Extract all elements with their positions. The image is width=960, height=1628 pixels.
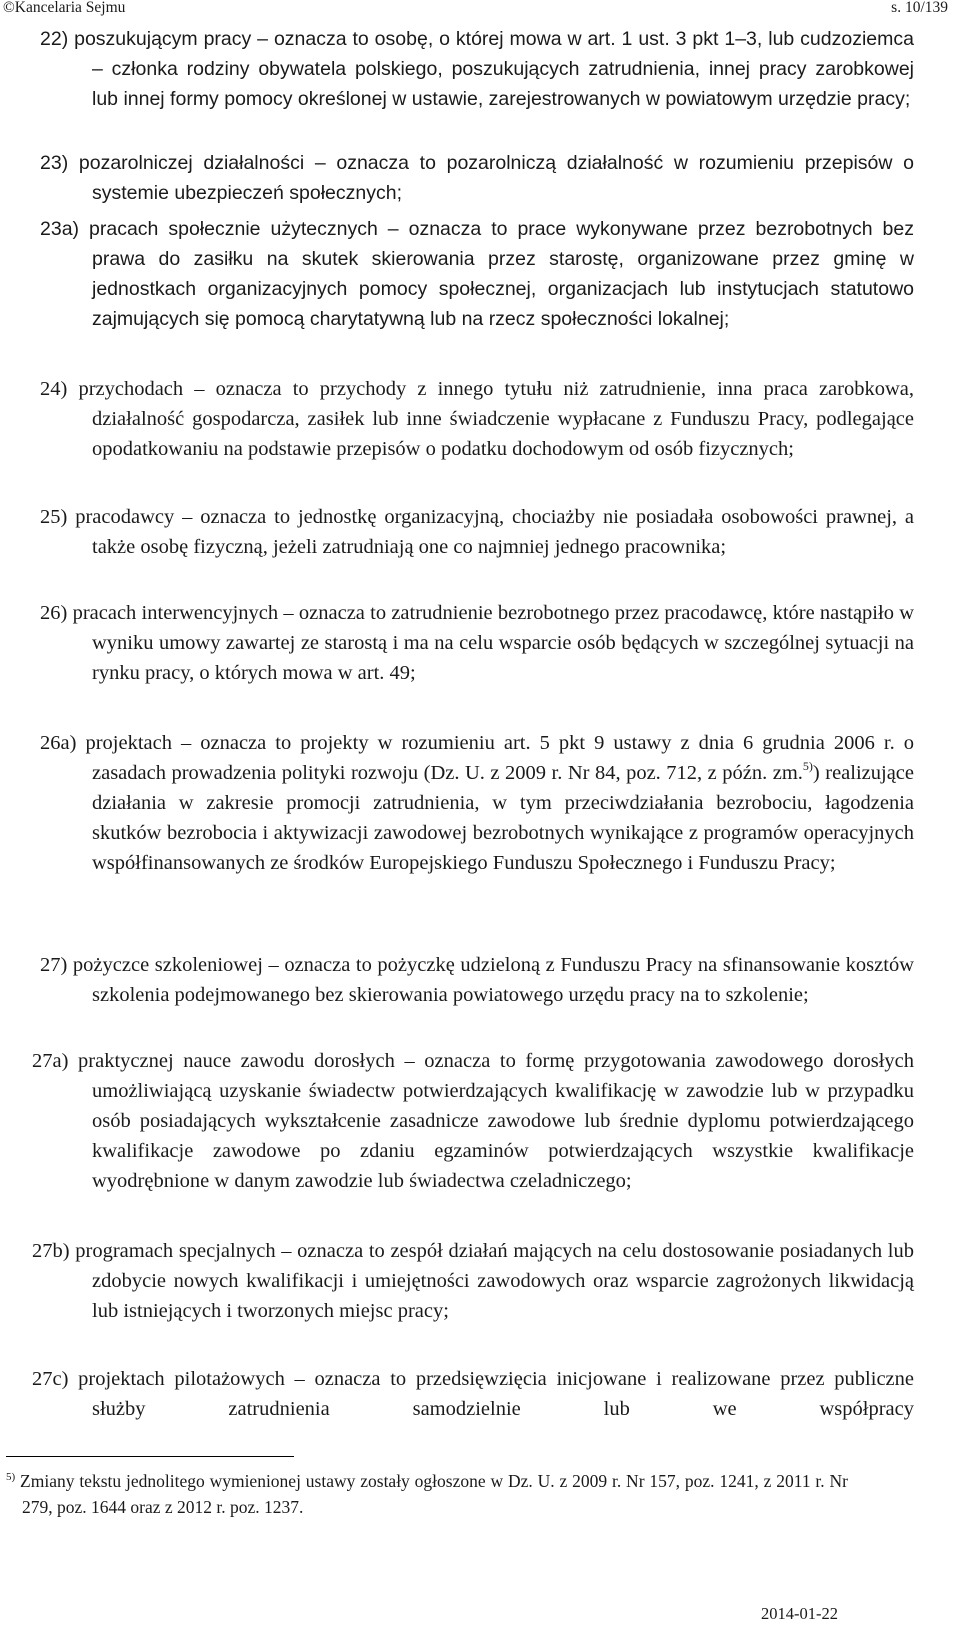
item-number: 27) [40,954,68,976]
definition-item-27 [40,950,914,1010]
definition-item-26 [40,598,914,688]
definition-item-27b [32,1236,914,1326]
item-text: projektach pilotażowych – oznacza to przedsięwzięcia inicjowane i realizowane przez publiczne służby zatrudnienia samodzielnie lub we współpracy [78,1368,914,1420]
definition-item-24 [40,374,914,464]
item-text: praktycznej nauce zawodu dorosłych – oznacza to formę przygotowania zawodowego dorosłych umożliwiającą uzyskanie świadectw potwierdzających kwalifikację w zawodzie lub w przypadku osób posiadających wykształcenie zasadnicze zawodowe lub średnie dyplomu potwierdzającego kwalifikacje zawodowe po zdaniu egzaminów potwierdzających wszystkie kwalifikacje wyodrębnione w danym zawodzie lub świadectwa czeladniczego; [78,1050,914,1192]
page-number: s. 10/139 [891,0,948,16]
item-text: pożyczce szkoleniowej – oznacza to pożyczkę udzieloną z Funduszu Pracy na sfinansowanie kosztów szkolenia podejmowanego bez skierowania powiatowego urzędu pracy na to szkolenie; [72,954,915,1006]
definition-item-23 [40,148,914,208]
definition-item-27c [32,1364,914,1424]
item-text-cont: ) realizujące działania w zakresie promocji zatrudnienia, w tym przeciwdziałania bezrobociu, łagodzenia skutków bezrobocia i aktywizacji zawodowej bezrobotnych wynikające z programów operacyjnych współfinansowanych ze środków Europejskiego Funduszu Społecznego i Funduszu Pracy; [92,762,915,874]
item-number: 25) [40,506,68,528]
item-text: projektach – oznacza to projekty w rozumieniu art. 5 pkt 9 ustawy z dnia 6 grudnia 2006 r. o zasadach prowadzenia polityki rozwoju (Dz. U. z 2009 r. Nr 84, poz. 712, z późn. zm. [85,732,914,784]
item-number: 22) [40,28,69,50]
item-number: 23) [40,152,69,174]
item-text: poszukującym pracy – oznacza to osobę, o której mowa w art. 1 ust. 3 pkt 1–3, lub cudzoziemca – członka rodziny obywatela polskiego, poszukujących zatrudnienia, innej pracy zarobkowej lub innej formy pomocy określonej w ustawie, zarejestrowanych w powiatowym urzędzie pracy; [74,28,914,110]
footnote-separator [6,1456,294,1457]
footnote-text: Zmiany tekstu jednolitego wymienionej ustawy zostały ogłoszone w Dz. U. z 2009 r. Nr 157, poz. 1241, z 2011 r. Nr 279, poz. 1644 oraz z 2012 r. poz. 1237. [20,1471,848,1517]
footnote [6,1468,848,1520]
item-text: programach specjalnych – oznacza to zespół działań mających na celu dostosowanie posiadanych lub zdobycie nowych kwalifikacji i umiejętności zawodowych oraz wsparcie zagrożonych likwidacją lub istniejących i tworzonych miejsc pracy; [75,1240,914,1322]
definition-item-25 [40,502,914,562]
definition-item-23a [40,214,914,334]
item-number: 27c) [32,1368,69,1390]
definition-item-26a [40,728,914,878]
item-number: 27a) [32,1050,69,1072]
item-text: pozarolniczej działalności – oznacza to pozarolniczą działalność w rozumieniu przepisów o systemie ubezpieczeń społecznych; [78,152,915,204]
item-text: pracach interwencyjnych – oznacza to zatrudnienie bezrobotnego przez pracodawcę, które nastąpiło w wyniku umowy zawartej ze starostą i ma na celu wsparcie osób będących w szczególnej sytuacji na rynku pracy, o których mowa w art. 49; [72,602,914,684]
definition-item-22 [40,24,914,114]
document-date: 2014-01-22 [761,1604,838,1623]
footnote-mark: 5) [6,1471,16,1483]
item-text: pracodawcy – oznacza to jednostkę organizacyjną, chociażby nie posiadała osobowości prawnej, a także osobę fizyczną, jeżeli zatrudniają one co najmniej jednego pracownika; [75,506,915,558]
item-number: 24) [40,378,68,400]
item-number: 26a) [40,732,77,754]
item-number: 27b) [32,1240,70,1262]
footnote-reference[interactable]: 5) [802,759,813,773]
definition-item-27a [32,1046,914,1196]
item-number: 23a) [40,218,80,240]
item-text: przychodach – oznacza to przychody z innego tytułu niż zatrudnienie, inna praca zarobkowa, działalność gospodarcza, zasiłek lub inne świadczenie wypłacane z Funduszu Pracy, podlegające opodatkowaniu na podstawie przepisów o podatku dochodowym od osób fizycznych; [78,378,914,460]
item-text: pracach społecznie użytecznych – oznacza to prace wykonywane przez bezrobotnych bez prawa do zasiłku na skutek skierowania przez starostę, organizowane przez gminę w jednostkach organizacyjnych pomocy społecznej, organizacjach lub instytucjach statutowo zajmujących się pomocą charytatywną lub na rzecz społeczności lokalnej; [89,218,914,330]
source-label: ©Kancelaria Sejmu [3,0,126,16]
item-number: 26) [40,602,68,624]
